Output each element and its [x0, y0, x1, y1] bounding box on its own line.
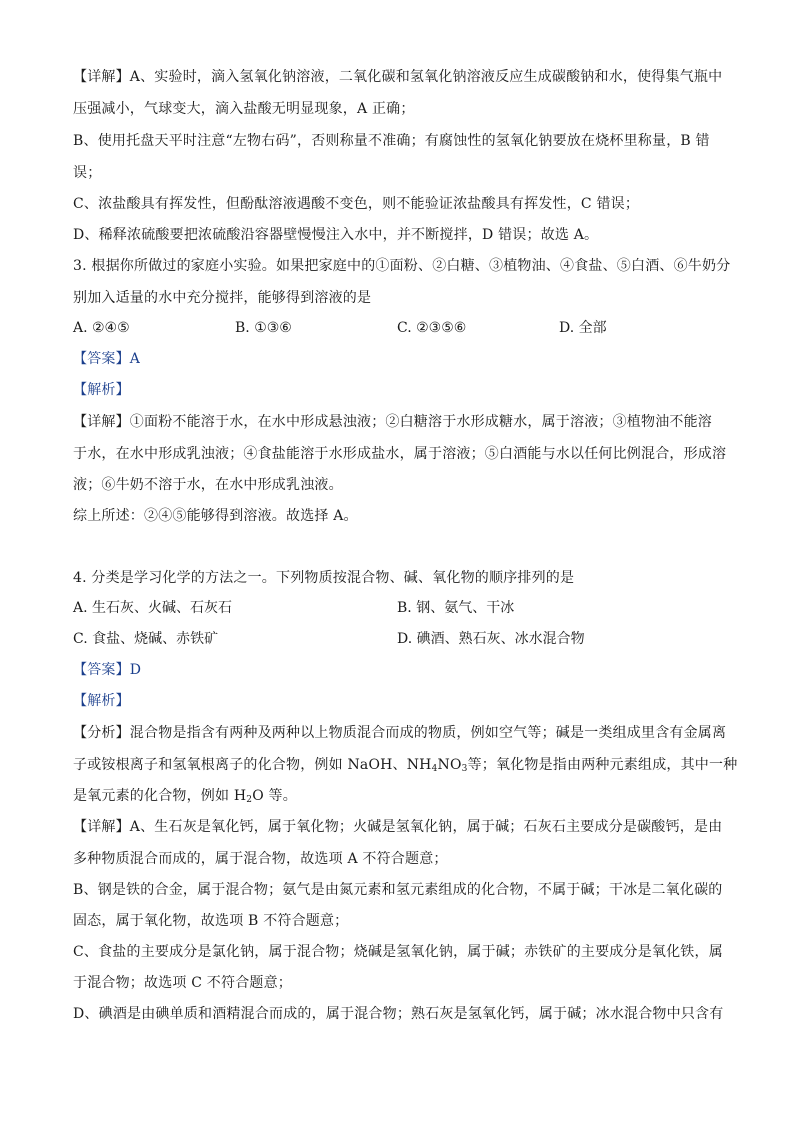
q4-detail-line-4: 固态，属于氧化物，故选项 B 不符合题意；	[73, 913, 349, 929]
q3-option-a: A. ②④⑤	[73, 320, 130, 336]
q3-option-d: D. 全部	[559, 320, 607, 336]
q4-detail-line-7: D、碘酒是由碘单质和酒精混合而成的，属于混合物；熟石灰是氢氧化钙，属于碱；冰水混合物中只含有	[73, 1006, 724, 1022]
q4-option-d: D. 碘酒、熟石灰、冰水混合物	[397, 631, 585, 647]
q4-fenxi-2-sub-2: 3	[461, 764, 468, 774]
q4-fenxi-2-a: 子或铵根离子和氢氧根离子的化合物，例如 NaOH、NH	[73, 757, 432, 773]
q3-stem-line-2: 别加入适量的水中充分搅拌，能够得到溶液的是	[73, 290, 372, 306]
q3-option-c: C. ②③⑤⑥	[397, 320, 467, 336]
q4-detail-line-1: 【详解】A、生石灰是氧化钙，属于氧化物；火碱是氢氧化钠，属于碱；石灰石主要成分是碳酸钙，是由	[73, 819, 723, 835]
q3-analysis-heading: 【解析】	[73, 382, 130, 398]
q4-detail-line-3: B、钢是铁的合金，属于混合物；氨气是由氮元素和氢元素组成的化合物，不属于碱；干冰是二氧化碳的	[73, 882, 723, 898]
q3-detail-line-3: 液；⑥牛奶不溶于水，在水中形成乳浊液。	[73, 477, 343, 493]
q4-fenxi-line-1: 【分析】混合物是指含有两种及两种以上物质混合而成的物质，例如空气等；碱是一类组成里含有金属离	[73, 725, 727, 741]
q4-options-row-2	[73, 629, 733, 649]
q3-detail-line-1: 【详解】①面粉不能溶于水，在水中形成悬浊液；②白糖溶于水形成糖水，属于溶液；③植物油不能溶	[73, 414, 712, 430]
q4-option-c: C. 食盐、烧碱、赤铁矿	[73, 631, 219, 647]
q4-option-a: A. 生石灰、火碱、石灰石	[73, 600, 233, 616]
q2-detail-line-4: 误；	[73, 165, 102, 181]
q4-detail-line-2: 多种物质混合而成的，属于混合物，故选项 A 不符合题意；	[73, 851, 448, 867]
q3-answer: 【答案】A	[73, 351, 141, 367]
q3-stem-line-1: 3. 根据你所做过的家庭小实验。如果把家庭中的①面粉、②白糖、③植物油、④食盐、⑤白酒、⑥牛奶分	[73, 258, 731, 274]
q4-detail-line-5: C、食盐的主要成分是氯化钠，属于混合物；烧碱是氢氧化钠，属于碱；赤铁矿的主要成分是氧化铁，属	[73, 944, 723, 960]
q4-detail-line-6: 于混合物；故选项 C 不符合题意；	[73, 975, 293, 991]
q3-summary: 综上所述：②④⑤能够得到溶液。故选择 A。	[73, 508, 358, 524]
q3-detail-line-2: 于水，在水中形成乳浊液；④食盐能溶于水形成盐水，属于溶液；⑤白酒能与水以任何比例混合，形成溶	[73, 446, 727, 462]
q4-option-b: B. 钢、氨气、干冰	[397, 600, 515, 616]
q2-detail-line-5: C、浓盐酸具有挥发性，但酚酞溶液遇酸不变色，则不能验证浓盐酸具有挥发性，C 错误；	[73, 196, 640, 212]
q4-fenxi-3-sub: 2	[246, 795, 253, 805]
q2-detail-line-3: B、使用托盘天平时注意“左物右码”，否则称量不准确；有腐蚀性的氢氧化钠要放在烧杯里称量，B 错	[73, 133, 710, 149]
q4-options-row-1	[73, 598, 733, 618]
q4-fenxi-line-2	[73, 755, 738, 775]
q4-analysis-heading: 【解析】	[73, 693, 130, 709]
q4-stem: 4. 分类是学习化学的方法之一。下列物质按混合物、碱、氧化物的顺序排列的是	[73, 570, 575, 586]
q4-fenxi-2-c: 等；氧化物是指由两种元素组成，其中一种	[467, 757, 738, 773]
q4-fenxi-line-3	[73, 786, 733, 806]
q3-options	[73, 318, 733, 338]
q4-fenxi-2-sub-1: 4	[431, 764, 438, 774]
q2-detail-line-6: D、稀释浓硫酸要把浓硫酸沿容器壁慢慢注入水中，并不断搅拌，D 错误；故选 A。	[73, 227, 599, 243]
q2-detail-line-1: 【详解】A、实验时，滴入氢氧化钠溶液，二氧化碳和氢氧化钠溶液反应生成碳酸钠和水，使得集气瓶中	[73, 69, 723, 85]
q4-answer: 【答案】D	[73, 662, 142, 678]
q3-option-b: B. ①③⑥	[235, 320, 292, 336]
q2-detail-line-2: 压强减小，气球变大，滴入盐酸无明显现象，A 正确；	[73, 101, 415, 117]
q4-fenxi-2-b: NO	[437, 757, 462, 773]
q4-fenxi-3-b: O 等。	[252, 788, 297, 804]
q4-fenxi-3-a: 是氧元素的化合物，例如 H	[73, 788, 247, 804]
